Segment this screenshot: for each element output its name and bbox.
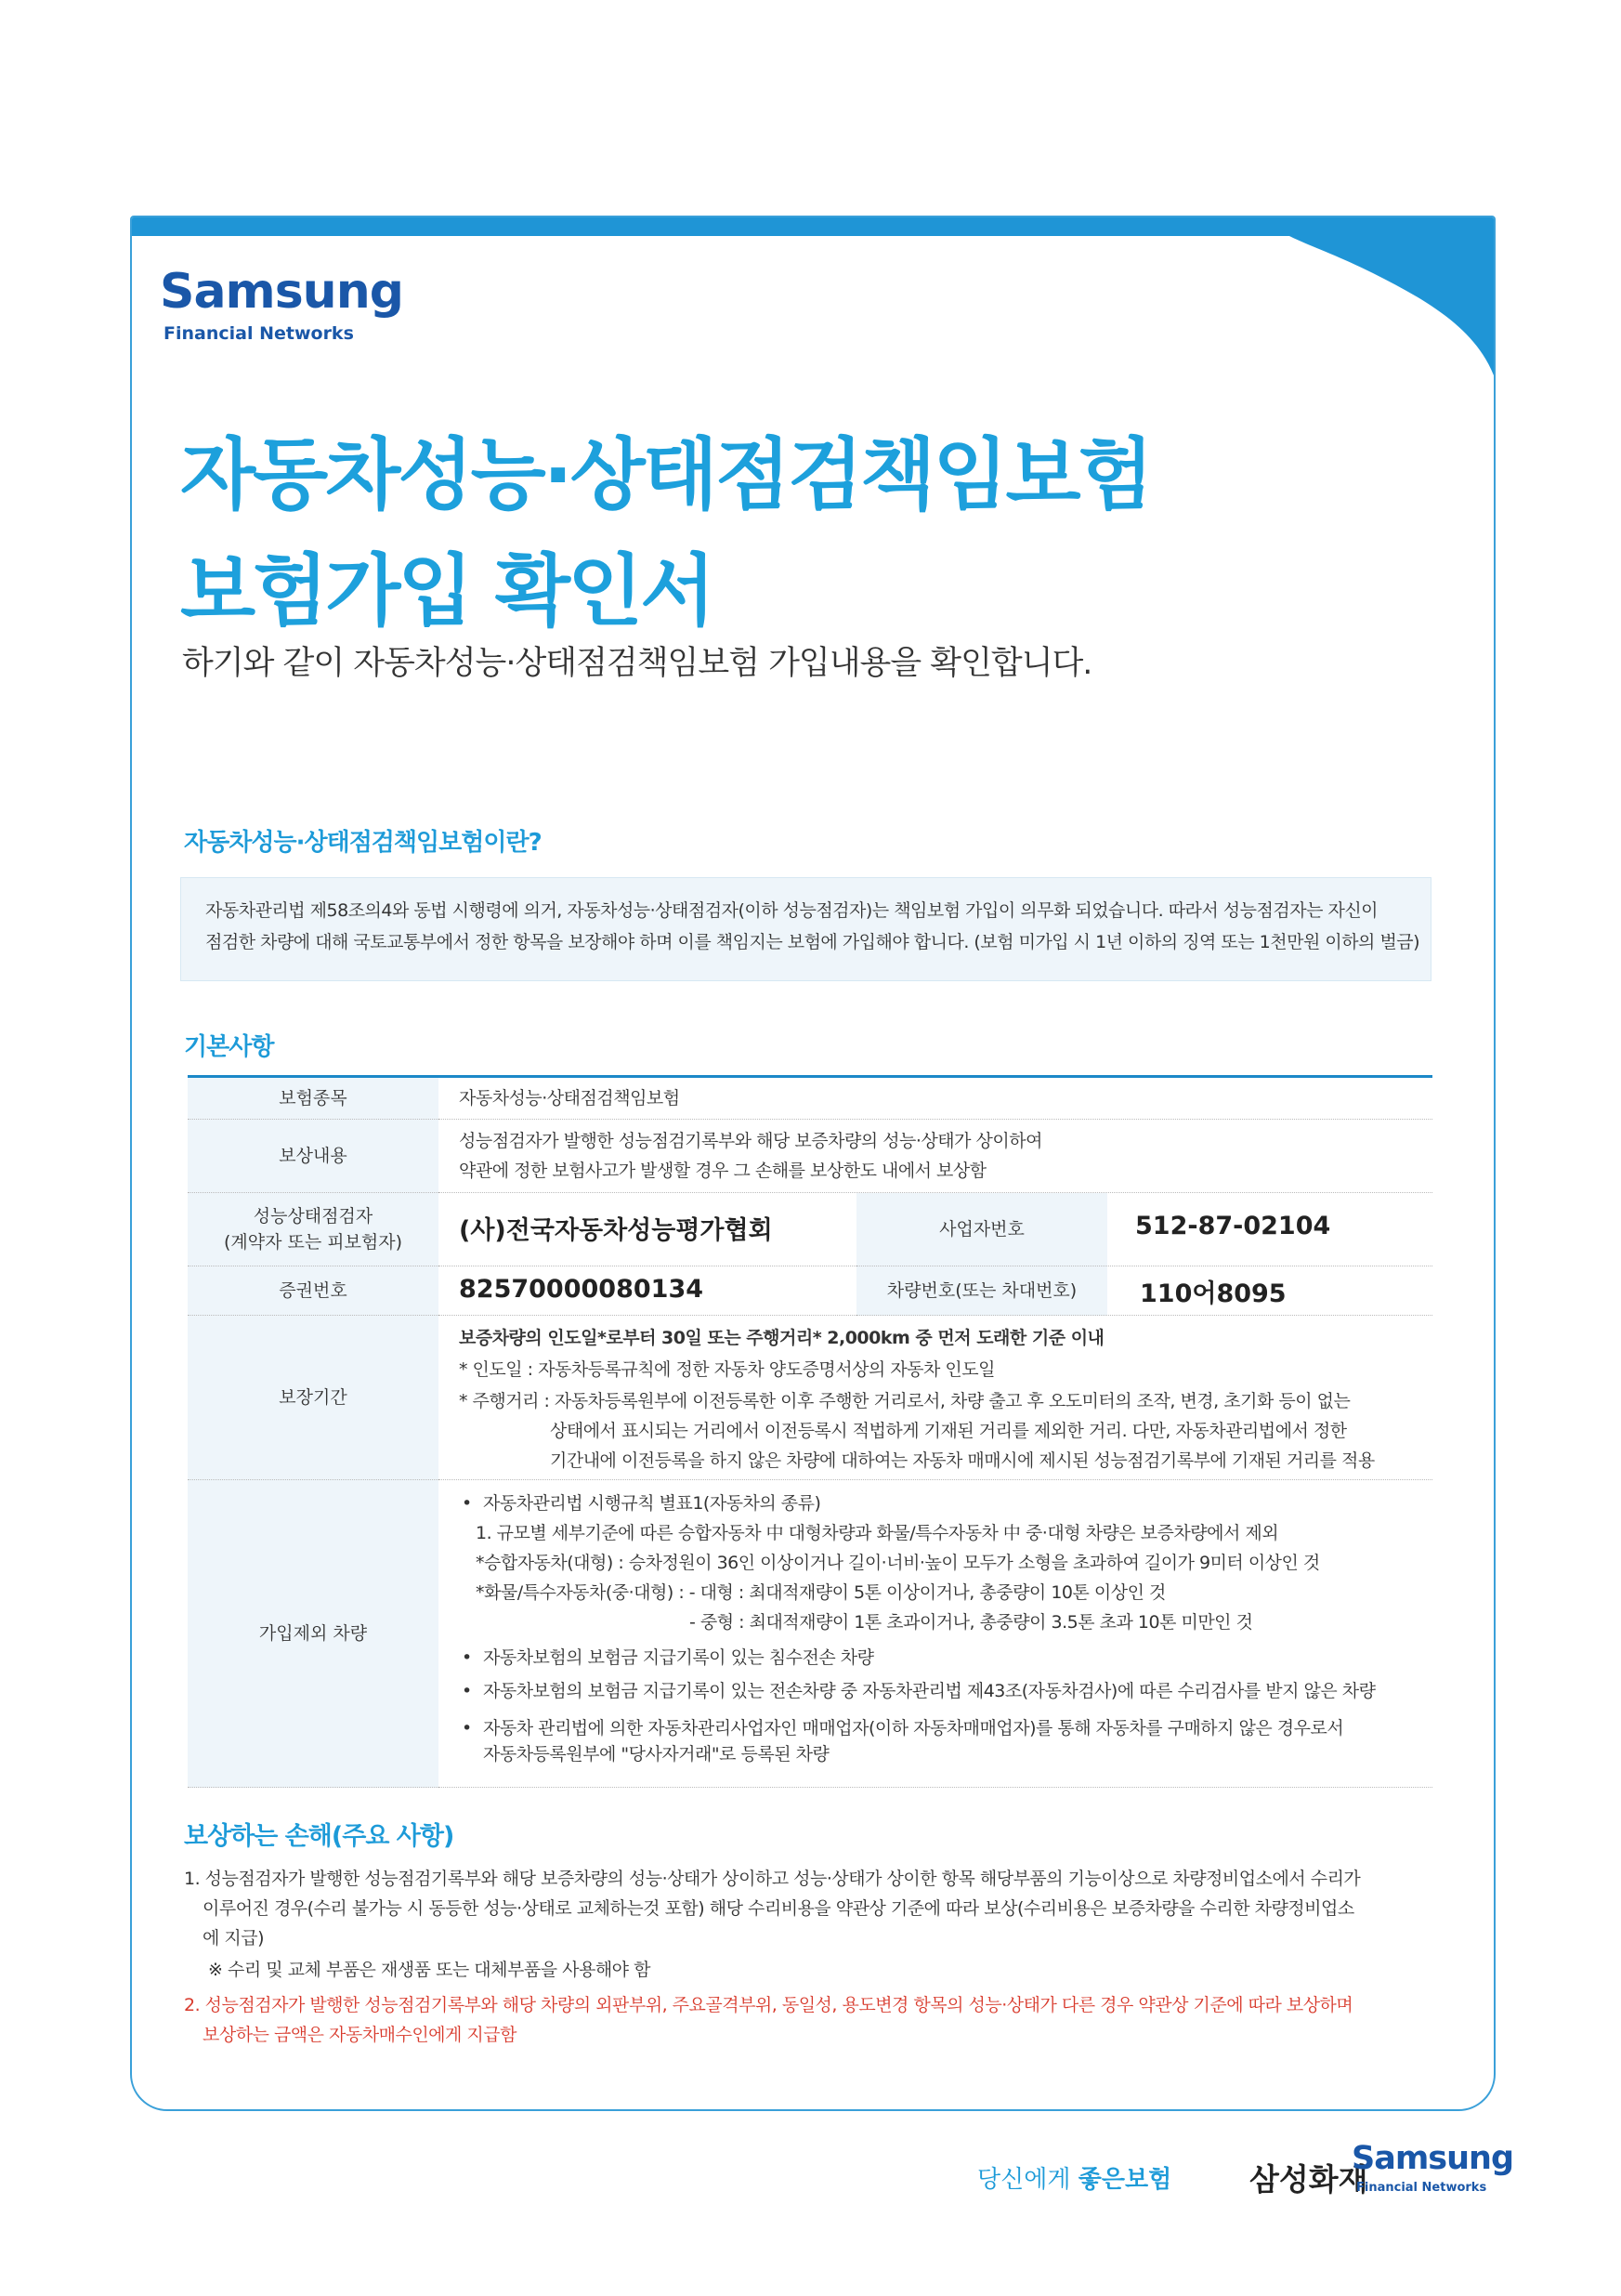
compensation-section-heading: 보상하는 손해(주요 사항) (184, 1822, 454, 1851)
basic-section-heading: 기본사항 (184, 1033, 274, 1061)
label-inspector (188, 1193, 438, 1266)
footer-brand-name: 삼성화재 (1249, 2161, 1368, 2198)
what-section-box (180, 877, 1431, 981)
footer-slogan-b: 좋은보험 (1078, 2166, 1172, 2194)
excl-item1: 자동차관리법 시행규칙 별표1(자동차의 종류) (483, 1493, 821, 1514)
comp-note: ※ 수리 및 교체 부품은 재생품 또는 대체부품을 사용해야 함 (208, 1960, 650, 1980)
document-frame (130, 216, 1496, 2111)
excl-item1-sub1: 1. 규모별 세부기준에 따른 승합자동차 中 대형차량과 화물/특수자동차 中 중·대형 차량은 보증차량에서 제외 (476, 1523, 1279, 1543)
corner-wave-decoration (1289, 217, 1494, 375)
samsung-logo-subtitle: Financial Networks (163, 323, 354, 344)
page-title-line1: 자동차성능·상태점검책임보험 (180, 429, 1151, 520)
footer-samsung-logo: Samsung (1352, 2140, 1514, 2177)
bullet-3: • (462, 1681, 472, 1701)
value-period-note2c: 기간내에 이전등록을 하지 않은 차량에 대하여는 자동차 매매시에 제시된 성능점검기록부에 기재된 거리를 적용 (550, 1450, 1375, 1471)
value-inspector: (사)전국자동차성능평가협회 (459, 1216, 773, 1245)
label-insurance-type: 보험종목 (188, 1078, 438, 1120)
comp-item2-line2: 보상하는 금액은 자동차매수인에게 지급함 (203, 2025, 516, 2045)
value-policy-number: 82570000080134 (459, 1275, 704, 1304)
what-line2: 점검한 차량에 대해 국토교통부에서 정한 항목을 보장해야 하며 이를 책임지는 보험에 가입해야 합니다. (보험 미가입 시 1년 이하의 징역 또는 1천만원 이하의 벌금) (205, 932, 1420, 952)
comp-item2-line1: 2. 성능점검자가 발행한 성능점검기록부와 해당 차량의 외판부위, 주요골격부위, 동일성, 용도변경 항목의 성능·상태가 다른 경우 약관상 기준에 따라 보상하며 (184, 1995, 1353, 2015)
comp-item1-line3: 에 지급) (203, 1928, 265, 1948)
comp-item1-line2: 이루어진 경우(수리 불가능 시 동등한 성능·상태로 교체하는것 포함) 해당 수리비용을 약관상 기준에 따라 보상(수리비용은 보증차량을 수리한 차량정비업소 (203, 1898, 1354, 1919)
value-period-note1: * 인도일 : 자동차등록규칙에 정한 자동차 양도증명서상의 자동차 인도일 (459, 1359, 995, 1380)
samsung-logo: Samsung (160, 264, 403, 320)
comp-item1-line1: 1. 성능점검자가 발행한 성능점검기록부와 해당 보증차량의 성능·상태가 상이하고 성능·상태가 상이한 항목 해당부품의 기능이상으로 차량정비업소에서 수리가 (184, 1869, 1361, 1889)
page-title-line2: 보험가입 확인서 (180, 545, 713, 636)
value-coverage-line2: 약관에 정한 보험사고가 발생할 경우 그 손해를 보상한도 내에서 보상함 (459, 1161, 987, 1181)
footer-samsung-logo-subtitle: Financial Networks (1356, 2181, 1487, 2195)
value-business-number: 512-87-02104 (1135, 1212, 1331, 1240)
label-excluded-vehicles: 가입제외 차량 (188, 1480, 438, 1788)
bullet-1: • (462, 1493, 472, 1514)
label-coverage: 보상내용 (188, 1120, 438, 1193)
label-coverage-period: 보장기간 (188, 1316, 438, 1480)
excl-item1-sub3: *화물/특수자동차(중·대형) : - 대형 : 최대적재량이 5톤 이상이거나, 총중량이 10톤 이상인 것 (476, 1582, 1166, 1603)
bullet-2: • (462, 1647, 472, 1668)
label-business-number: 사업자번호 (856, 1193, 1107, 1266)
excl-item3: 자동차보험의 보험금 지급기록이 있는 전손차량 중 자동차관리법 제43조(자동차검사)에 따른 수리검사를 받지 않은 차량 (483, 1681, 1376, 1701)
footer-slogan-a: 당신에게 (977, 2166, 1078, 2194)
value-insurance-type: 자동차성능·상태점검책임보험 (459, 1088, 680, 1109)
footer-slogan (977, 2160, 1171, 2195)
excl-item4a: 자동차 관리법에 의한 자동차관리사업자인 매매업자(이하 자동차매매업자)를 통해 자동차를 구매하지 않은 경우로서 (483, 1718, 1344, 1738)
bullet-4: • (462, 1718, 472, 1738)
excl-item2: 자동차보험의 보험금 지급기록이 있는 침수전손 차량 (483, 1647, 874, 1668)
value-period-note2a: * 주행거리 : 자동차등록원부에 이전등록한 이후 주행한 거리로서, 차량 출고 후 오도미터의 조작, 변경, 초기화 등이 없는 (459, 1391, 1351, 1411)
label-policy-number: 증권번호 (188, 1266, 438, 1316)
label-vehicle-number: 차량번호(또는 차대번호) (856, 1266, 1107, 1316)
excl-item1-sub4: - 중형 : 최대적재량이 1톤 초과이거나, 총중량이 3.5톤 초과 10톤 미만인 것 (689, 1612, 1253, 1633)
what-line1: 자동차관리법 제58조의4와 동법 시행령에 의거, 자동차성능·상태점검자(이하 성능점검자)는 책임보험 가입이 의무화 되었습니다. 따라서 성능점검자는 자신이 (205, 900, 1379, 921)
what-section-heading: 자동차성능·상태점검책임보험이란? (184, 829, 542, 857)
value-coverage-line1: 성능점검자가 발행한 성능점검기록부와 해당 보증차량의 성능·상태가 상이하여 (459, 1131, 1042, 1151)
excl-item1-sub2: *승합자동차(대형) : 승차정원이 36인 이상이거나 길이·너비·높이 모두가 소형을 초과하여 길이가 9미터 이상인 것 (476, 1553, 1320, 1573)
label-inspector-line1: 성능상태점검자 (253, 1206, 373, 1227)
value-vehicle-number: 110어8095 (1140, 1279, 1287, 1308)
excl-item4b: 자동차등록원부에 "당사자거래"로 등록된 차량 (483, 1744, 830, 1765)
value-period-note2b: 상태에서 표시되는 거리에서 이전등록시 적법하게 기재된 거리를 제외한 거리. 다만, 자동차관리법에서 정한 (550, 1421, 1347, 1441)
value-period-main: 보증차량의 인도일*로부터 30일 또는 주행거리* 2,000km 중 먼저 도래한 기준 이내 (459, 1328, 1105, 1348)
label-inspector-line2: (계약자 또는 피보험자) (223, 1232, 403, 1253)
page-subtitle: 하기와 같이 자동차성능·상태점검책임보험 가입내용을 확인합니다. (182, 645, 1092, 682)
